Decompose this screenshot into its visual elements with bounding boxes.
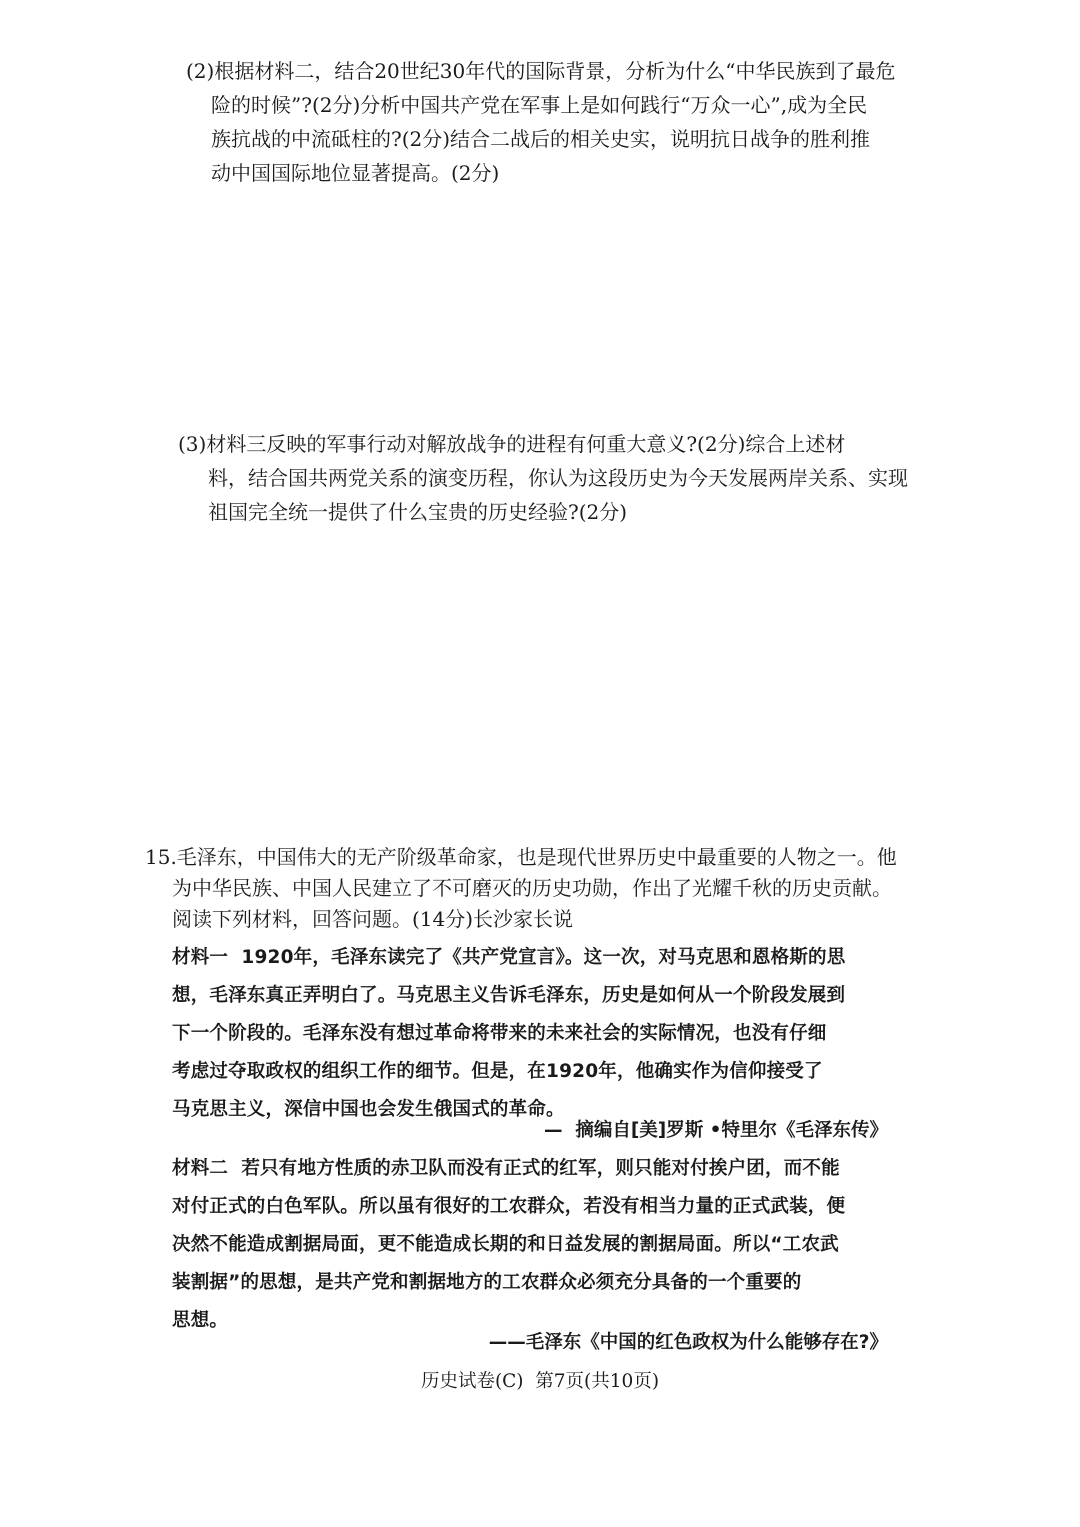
material-2 xyxy=(172,1150,888,1340)
question-15-line: 阅读下列材料，回答问题。(14分)长沙家长说 xyxy=(172,907,574,931)
material-2-line: 对付正式的白色军队。所以虽有很好的工农群众，若没有相当力量的正式武装，便 xyxy=(172,1196,846,1217)
material-1-label: 材料一 xyxy=(172,947,229,968)
material-1-first-text: 1920年，毛泽东读完了《共产党宣言》。这一次，对马克思和恩格斯的思 xyxy=(228,947,846,968)
material-1 xyxy=(172,939,888,1129)
material-1-first-line xyxy=(172,939,888,977)
material-2-label: 材料二 xyxy=(172,1158,229,1179)
question-2-line: 族抗战的中流砥柱的?(2分)结合二战后的相关史实，说明抗日战争的胜利推 xyxy=(211,127,871,151)
material-1-line: 想，毛泽东真正弄明白了。马克思主义告诉毛泽东，历史是如何从一个阶段发展到 xyxy=(172,985,846,1006)
material-2-line: 装割据”的思想，是共产党和割据地方的工农群众必须充分具备的一个重要的 xyxy=(172,1272,802,1293)
question-15-line: 15.毛泽东，中国伟大的无产阶级革命家，也是现代世界历史中最重要的人物之一。他 xyxy=(145,845,897,869)
question-2-line: 动中国国际地位显著提高。(2分) xyxy=(211,161,500,185)
material-1-source: — 摘编自[美]罗斯 •特里尔《毛泽东传》 xyxy=(543,1120,888,1141)
material-1-line: 下一个阶段的。毛泽东没有想过革命将带来的未来社会的实际情况，也没有仔细 xyxy=(172,1023,827,1044)
material-1-line: 考虑过夺取政权的组织工作的细节。但是，在1920年，他确实作为信仰接受了 xyxy=(172,1061,823,1082)
question-2-line: 险的时候”?(2分)分析中国共产党在军事上是如何践行“万众一心”,成为全民 xyxy=(211,93,868,117)
material-2-first-text: 若只有地方性质的赤卫队而没有正式的红军，则只能对付挨户团，而不能 xyxy=(228,1158,840,1179)
question-15 xyxy=(145,842,897,935)
material-2-first-line xyxy=(172,1150,888,1188)
material-2-source: ——毛泽东《中国的红色政权为什么能够存在?》 xyxy=(488,1332,888,1353)
question-3-line: 祖国完全统一提供了什么宝贵的历史经验?(2分) xyxy=(208,500,628,524)
question-2-line: (2)根据材料二，结合20世纪30年代的国际背景，分析为什么“中华民族到了最危 xyxy=(186,59,896,83)
question-2 xyxy=(186,54,895,190)
question-3-line: 料，结合国共两党关系的演变历程，你认为这段历史为今天发展两岸关系、实现 xyxy=(208,466,908,490)
material-1-line: 马克思主义，深信中国也会发生俄国式的革命。 xyxy=(172,1099,565,1120)
material-2-line: 思想。 xyxy=(172,1310,229,1331)
question-3 xyxy=(178,427,908,529)
question-15-line: 为中华民族、中国人民建立了不可磨灭的历史功勋，作出了光耀千秋的历史贡献。 xyxy=(172,876,892,900)
page-footer: 历史试卷(C) 第7页(共10页) xyxy=(420,1371,660,1392)
question-3-line: (3)材料三反映的军事行动对解放战争的进程有何重大意义?(2分)综合上述材 xyxy=(178,432,846,456)
material-2-line: 决然不能造成割据局面，更不能造成长期的和日益发展的割据局面。所以“工农武 xyxy=(172,1234,839,1255)
